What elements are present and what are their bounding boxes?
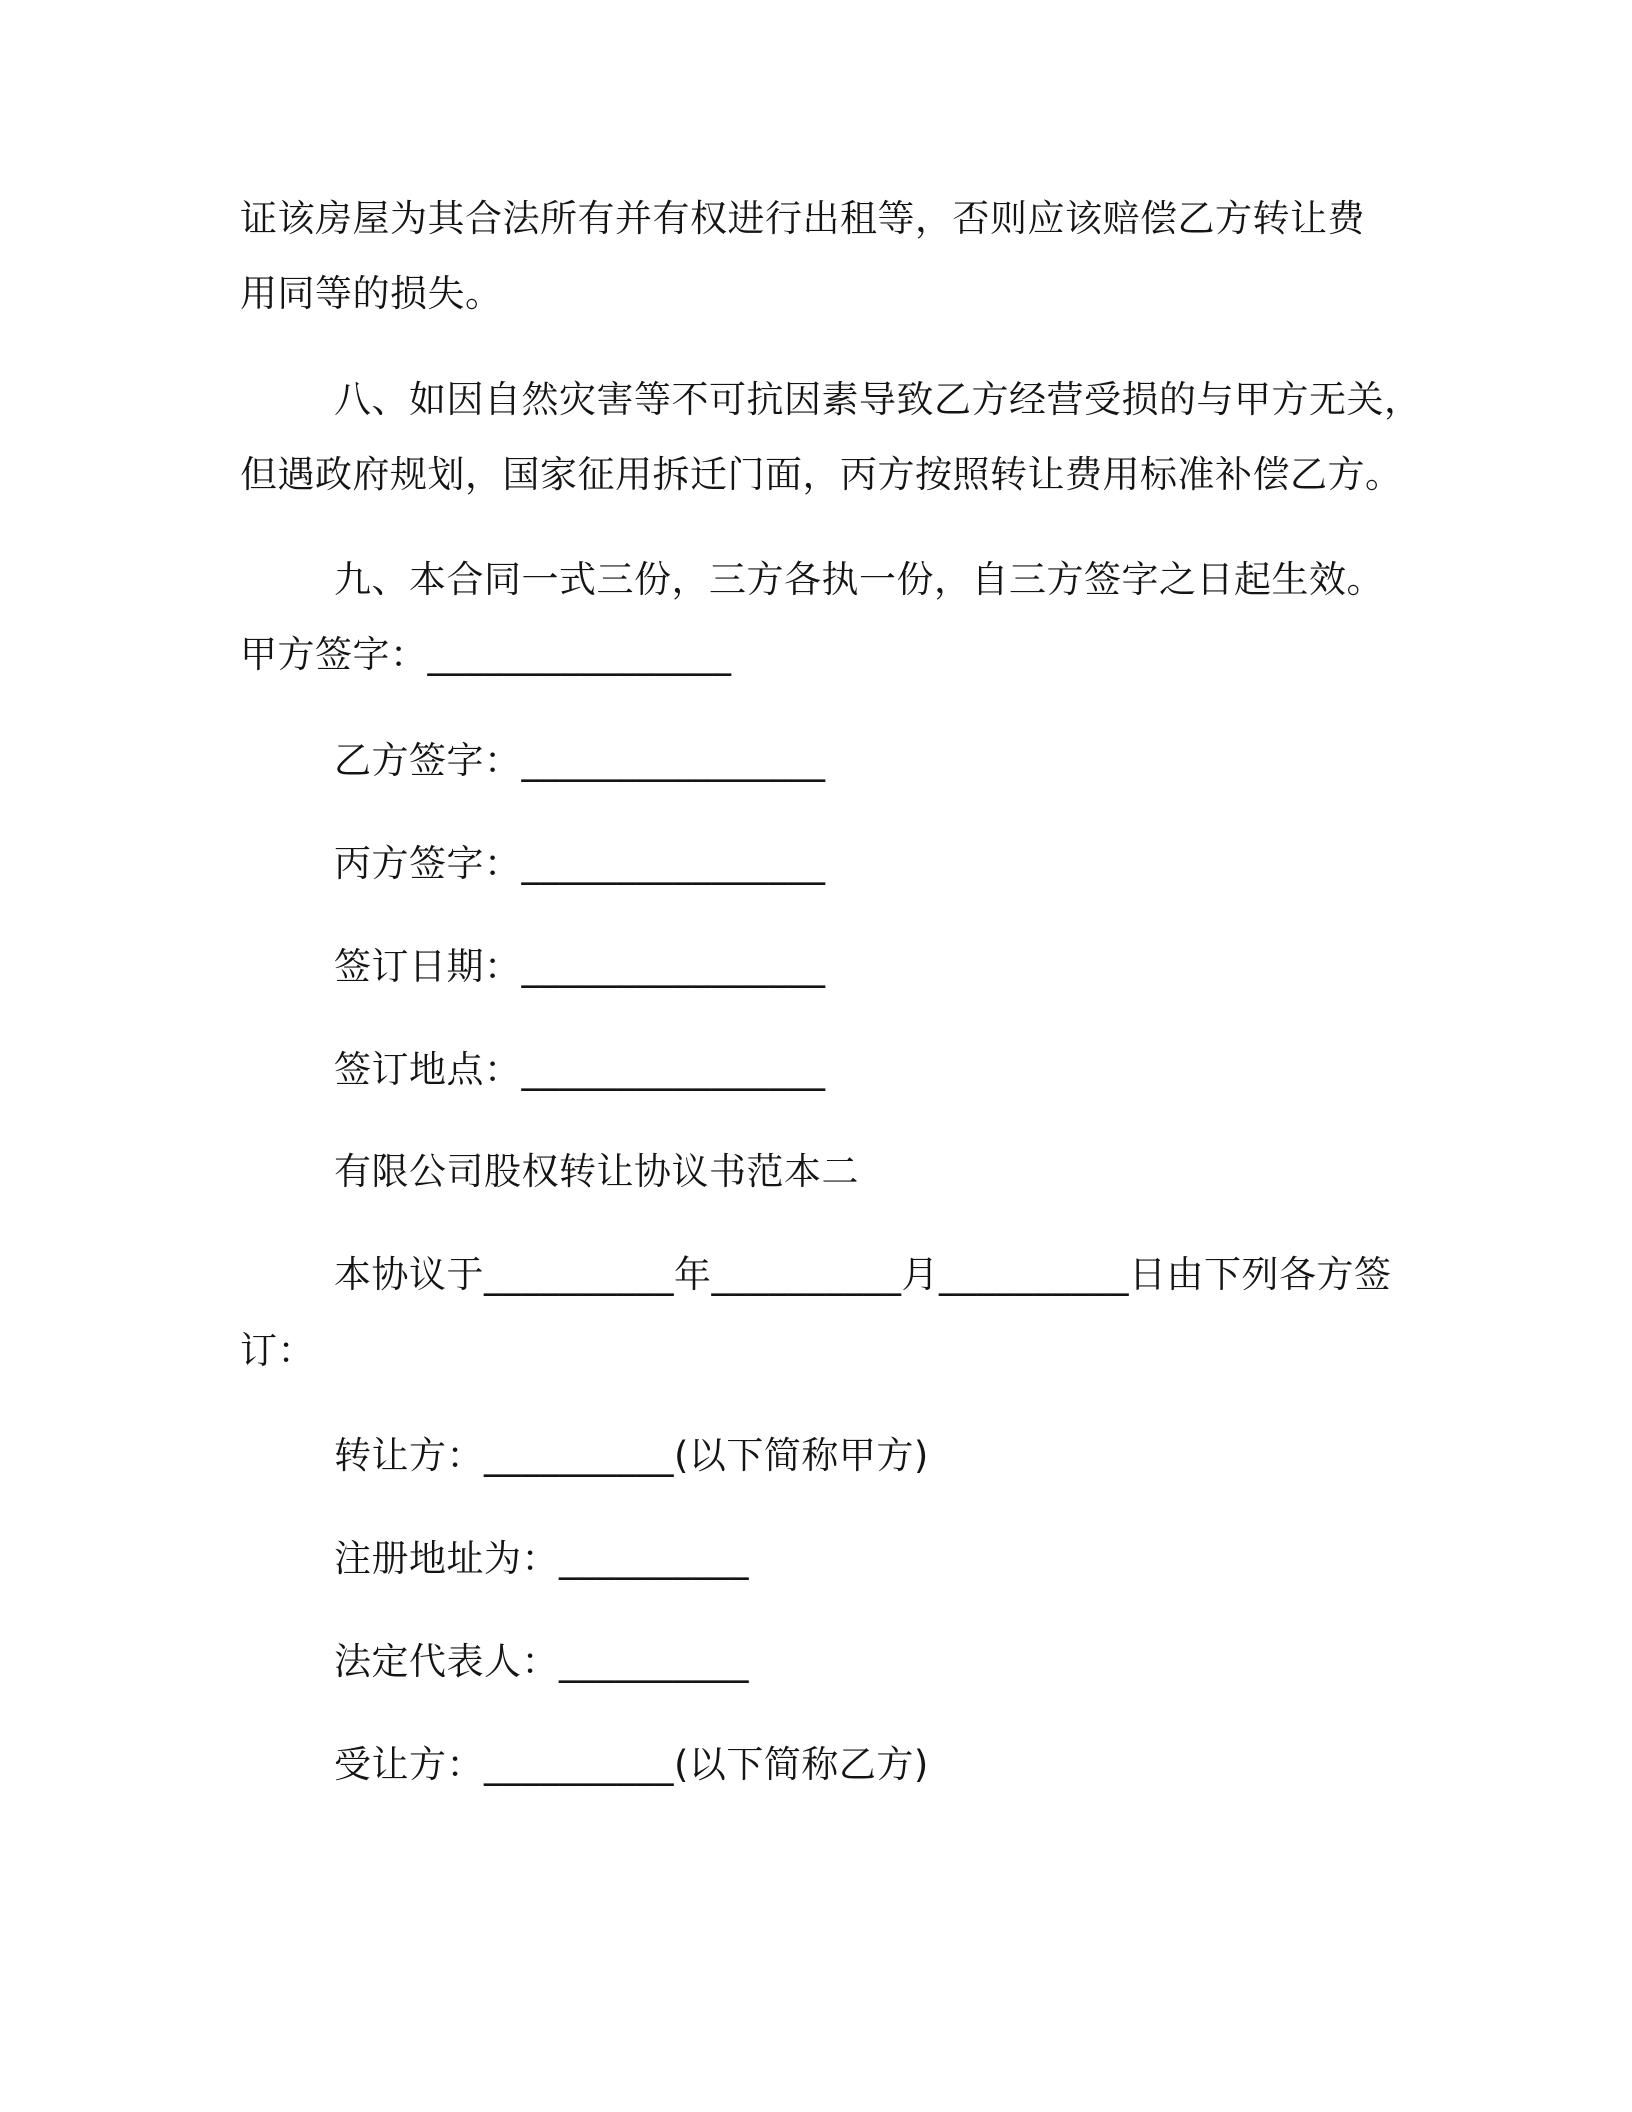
body-text-line: 订： [240, 1329, 315, 1372]
clause-9-line: 九、本合同一式三份，三方各执一份，自三方签字之日起生效。 [334, 558, 1384, 601]
agreement-date-line: 本协议于__________年__________月__________日由下列各方签 [334, 1253, 1392, 1296]
section-title: 有限公司股权转让协议书范本二 [334, 1150, 859, 1193]
transferee-line: 受让方：__________(以下简称乙方) [334, 1743, 929, 1786]
body-text-line: 用同等的损失。 [240, 272, 503, 315]
registered-address-line: 注册地址为：__________ [334, 1537, 749, 1580]
clause-8-line: 八、如因自然灾害等不可抗因素导致乙方经营受损的与甲方无关， [334, 378, 1422, 421]
party-b-signature-line: 乙方签字：________________ [334, 739, 826, 782]
legal-representative-line: 法定代表人：__________ [334, 1640, 749, 1683]
body-text-line: 但遇政府规划，国家征用拆迁门面，丙方按照转让费用标准补偿乙方。 [240, 453, 1403, 496]
body-text-line: 证该房屋为其合法所有并有权进行出租等，否则应该赔偿乙方转让费 [240, 197, 1365, 240]
signing-place-line: 签订地点：________________ [334, 1048, 826, 1091]
signing-date-line: 签订日期：________________ [334, 945, 826, 988]
transferor-line: 转让方：__________(以下简称甲方) [334, 1434, 929, 1477]
party-c-signature-line: 丙方签字：________________ [334, 842, 826, 885]
party-a-signature-line: 甲方签字：________________ [240, 633, 732, 676]
